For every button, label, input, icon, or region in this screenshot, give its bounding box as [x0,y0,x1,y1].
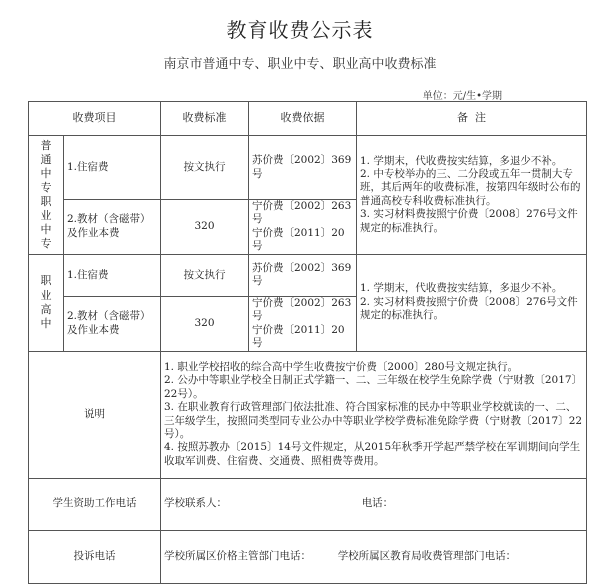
phone-label: 电话： [361,497,394,510]
table-row [29,254,587,296]
header-basis: 收费依据 [249,102,357,136]
fee-item: 2.教材（含磁带）及作业本费 [64,296,161,351]
school-contact-label: 学校联系人： [164,497,227,510]
table-row [29,530,587,583]
page-title: 教育收费公示表 [226,18,374,42]
aid-phone-label: 学生资助工作电话 [29,478,161,530]
fee-standard: 320 [161,200,249,255]
price-dept-phone-label: 学校所属区价格主管部门电话： [164,549,311,562]
complaint-phone-label: 投诉电话 [29,530,161,583]
remarks-section1: 1. 学期末，代收费按实结算，多退少不补。 2. 中专校举办的三、二分段或五年一贯制大专班，其后两年的收费标准，按第四年级时公布的普通高校专科收费标准执行。 3. 实习材料费按照宁价费〔2008〕276号文件规定的标准执行。 [357,136,587,255]
header-item: 收费项目 [29,102,161,136]
explanation-label: 说明 [29,351,161,478]
table-header-row [29,102,587,136]
unit-label: 单位：元/生•学期 [422,91,502,102]
fee-table [28,101,587,584]
fee-basis: 宁价费〔2002〕263号 宁价费〔2011〕20号 [249,200,357,255]
table-row [29,351,587,478]
fee-standard: 按文执行 [161,254,249,296]
header-standard: 收费标准 [161,102,249,136]
fee-standard: 按文执行 [161,136,249,200]
table-row [29,136,587,200]
remarks-section2: 1. 学期末，代收费按实结算，多退少不补。 2. 实习材料费按照宁价费〔2008〕276号文件规定的标准执行。 [357,254,587,351]
header-remarks: 备 注 [357,102,587,136]
fee-item: 1.住宿费 [64,254,161,296]
edu-dept-phone-label: 学校所属区教育局收费管理部门电话： [337,549,517,562]
category-vocational-secondary: 普 通 中 专 职 业 中 专 [29,136,64,255]
fee-standard: 320 [161,296,249,351]
table-row [29,478,587,530]
fee-item: 1.住宿费 [64,136,161,200]
page-subtitle: 南京市普通中专、职业中专、职业高中收费标准 [163,57,437,72]
fee-item: 2.教材（含磁带）及作业本费 [64,200,161,255]
complaint-phone-content [161,530,587,583]
explanation-content: 1. 职业学校招收的综合高中学生收费按宁价费〔2000〕280号文规定执行。 2. 公办中等职业学校全日制正式学籍一、二、三年级在校学生免除学费（宁财教〔2017〕22号）。 3. 在职业教育行政管理部门依法批准、符合国家标准的民办中等职业学校就读的一、二、三年级学生，按照同类型同专业公办中等职业学校学费标准免除学费（宁财教〔2017〕22号）。 4. 按照苏教办〔2015〕14号文件规定，从2015年秋季开学起严禁学校在军训期间向学生收取军训费、住宿费、交通费、照相费等费用。 [161,351,587,478]
aid-phone-content [161,478,587,530]
category-vocational-high: 职 业 高 中 [29,254,64,351]
fee-basis: 苏价费〔2002〕369号 [249,136,357,200]
fee-basis: 宁价费〔2002〕263号 宁价费〔2011〕20号 [249,296,357,351]
fee-basis: 苏价费〔2002〕369号 [249,254,357,296]
